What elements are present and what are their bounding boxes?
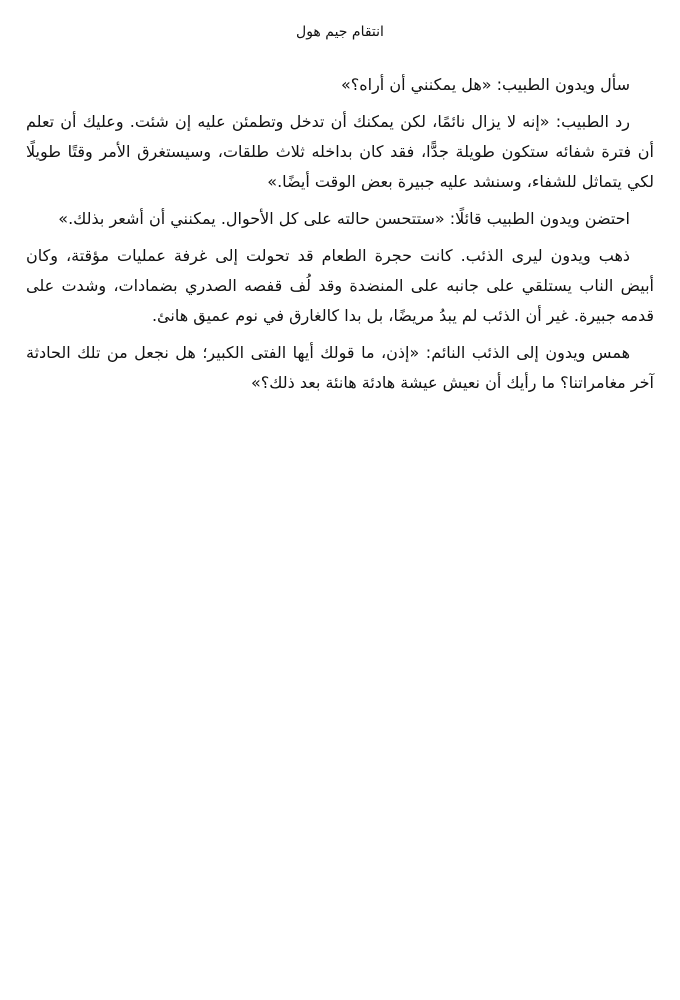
page-title: انتقام جيم هول bbox=[296, 24, 384, 40]
chapter-body bbox=[26, 70, 654, 405]
paragraph-5: همس ويدون إلى الذئب النائم: «إذن، ما قولك أيها الفتى الكبير؛ هل نجعل من تلك الحادثة آخر مغامراتنا؟ ما رأيك أن نعيش عيشة هادئة هانئة بعد ذلك؟» bbox=[26, 343, 654, 392]
paragraph-2: رد الطبيب: «إنه لا يزال نائمًا، لكن يمكنك أن تدخل وتطمئن عليه إن شئت. وعليك أن تعلم أن فترة شفائه ستكون طويلة جدًّا، فقد كان بداخله ثلاث طلقات، وسيستغرق الأمر وقتًا طويلًا لكي يتماثل للشفاء، وسنشد عليه جبيرة بعض الوقت أيضًا.» bbox=[26, 112, 654, 191]
paragraph-3: احتضن ويدون الطبيب قائلًا: «ستتحسن حالته على كل الأحوال. يمكنني أن أشعر بذلك.» bbox=[58, 209, 630, 228]
paragraph-4: ذهب ويدون ليرى الذئب. كانت حجرة الطعام قد تحولت إلى غرفة عمليات مؤقتة، وكان أبيض الناب يستلقي على جانبه على المنضدة وقد لُف قفصه الصدري بضمادات، وشدت على قدمه جبيرة. غير أن الذئب لم يبدُ مريضًا، بل بدا كالغارق في نوم عميق هانئ. bbox=[26, 246, 654, 325]
paragraph-1: سأل ويدون الطبيب: «هل يمكنني أن أراه؟» bbox=[340, 75, 630, 94]
